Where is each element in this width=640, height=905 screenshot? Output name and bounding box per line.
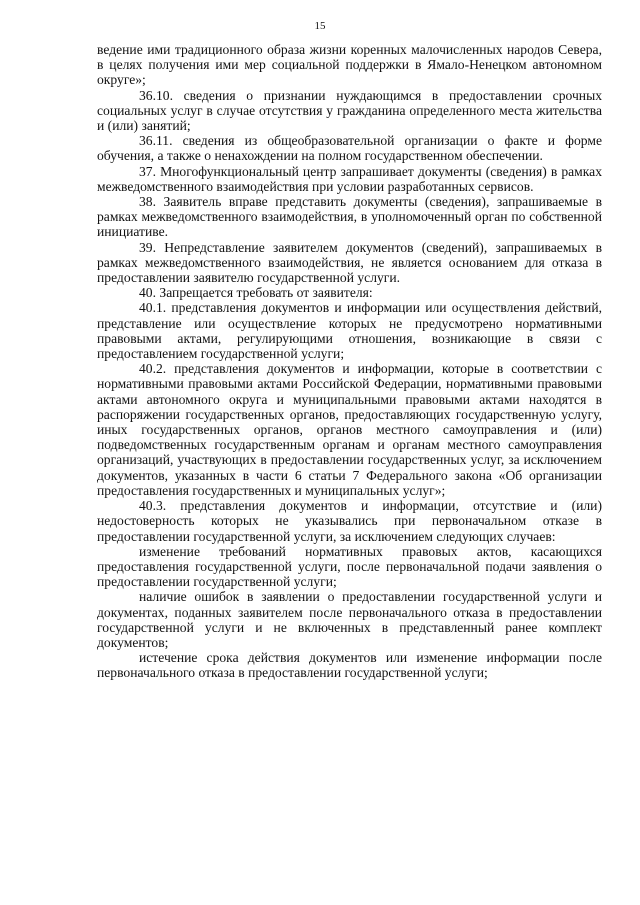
- paragraph-40-3: 40.3. представления документов и информации, отсутствие и (или) недостоверность которых не указывались при первоначальном отказе в предоставлении государственной услуги, за исключением следующих случаев:: [97, 498, 602, 544]
- paragraph-36-11: 36.11. сведения из общеобразовательной организации о факте и форме обучения, а также о ненахождении на полном государственном обеспечении.: [97, 133, 602, 164]
- list-item-requirements-change: изменение требований нормативных правовых актов, касающихся предоставления государственной услуги, после первоначальной подачи заявления о предоставлении государственной услуги;: [97, 543, 602, 590]
- paragraph-continuation: ведение ими традиционного образа жизни коренных малочисленных народов Севера, в целях получения ими мер социальной поддержки в Ямало-Ненецком автономном округе»;: [97, 42, 602, 88]
- list-item-errors-in-application: наличие ошибок в заявлении о предоставлении государственной услуги и документах, поданных заявителем после первоначального отказа в предоставлении государственной услуги и не включенных в представленный ранее комплект документов;: [97, 589, 602, 650]
- page-number: 15: [314, 20, 326, 32]
- paragraph-40-1: 40.1. представления документов и информации или осуществления действий, представление или осуществление которых не предусмотрено нормативными правовыми актами, регулирующими отношения, возникающие в связи с предоставлением государственной услуги;: [97, 300, 602, 362]
- paragraph-39: 39. Непредставление заявителем документов (сведений), запрашиваемых в рамках межведомственного взаимодействия, не является основанием для отказа в предоставлении заявителю государственной услуги.: [97, 239, 602, 286]
- paragraph-38: 38. Заявитель вправе представить документы (сведения), запрашиваемые в рамках межведомственного взаимодействия, в уполномоченный орган по собственной инициативе.: [97, 194, 602, 240]
- paragraph-37: 37. Многофункциональный центр запрашивает документы (сведения) в рамках межведомственного взаимодействия при условии разработанных сервисов.: [97, 163, 602, 194]
- paragraph-40-2: 40.2. представления документов и информации, которые в соответствии с нормативными правовыми актами Российской Федерации, нормативными правовыми актами автономного округа и муниципальными правовыми актами находятся в распоряжении государственных органов, предоставляющих государственную услугу, иных государственных органов, органов местного самоуправления и (или) подведомственных государственным органам и органам местного самоуправления организаций, участвующих в предоставлении государственных услуг, за исключением документов, указанных в части 6 статьи 7 Федерального закона «Об организации предоставления государственных и муниципальных услуг»;: [97, 361, 602, 498]
- list-item-document-expiry: истечение срока действия документов или изменение информации после первоначального отказа в предоставлении государственной услуги;: [97, 650, 602, 681]
- document-body: [97, 42, 602, 681]
- paragraph-40: 40. Запрещается требовать от заявителя:: [139, 285, 373, 301]
- paragraph-36-10: 36.10. сведения о признании нуждающимся в предоставлении срочных социальных услуг в случае отсутствия у гражданина определенного места жительства и (или) занятий;: [97, 87, 602, 134]
